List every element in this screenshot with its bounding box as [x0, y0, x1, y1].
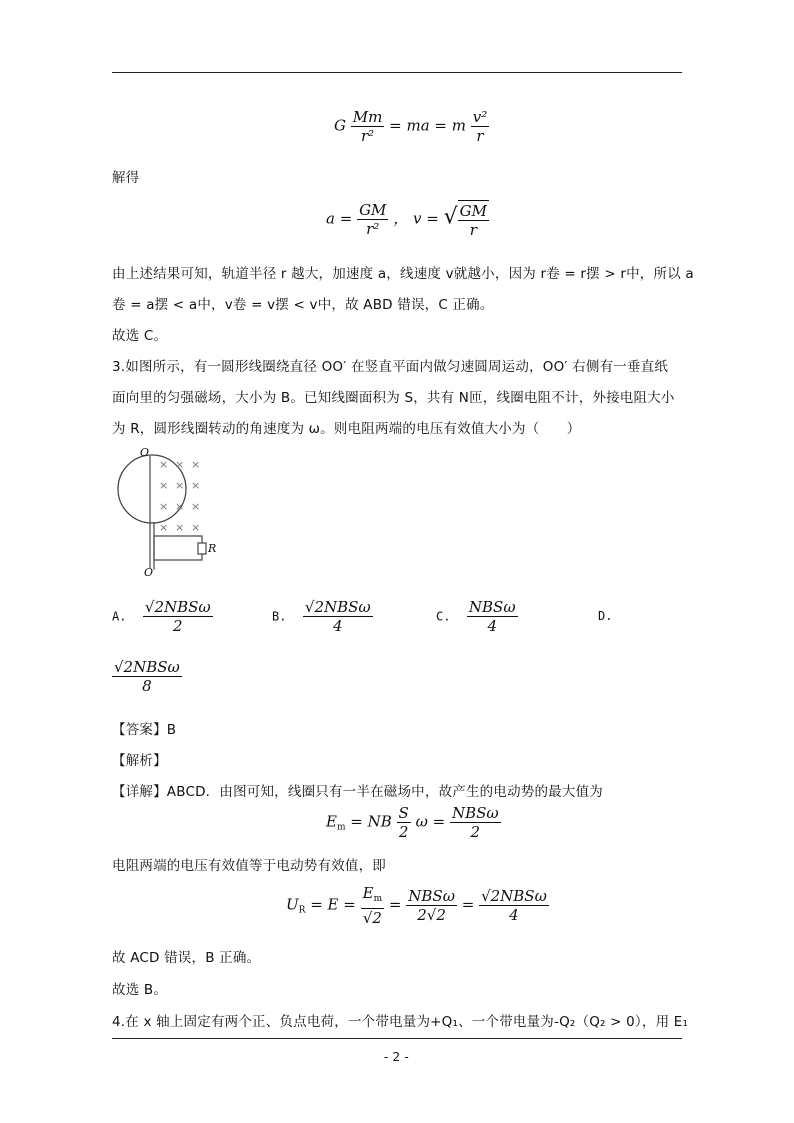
- question-3-text: 面向里的匀强磁场，大小为 B。已知线圈面积为 S，共有 N匝，线圈电阻不计，外接电阻大小: [112, 390, 675, 406]
- svg-text:×: ×: [159, 458, 169, 471]
- header-rule: [112, 72, 682, 73]
- result-text: 故 ACD 错误，B 正确。: [112, 950, 261, 966]
- equation-ur: $U_R = E$ = $\frac{E_m}{√2}$ = $\frac{\text{NBSω}}{2√2}$ = $\frac{\text{√2NBSω}}{4}$: [286, 884, 547, 927]
- conclusion-text: 故选 B。: [112, 982, 168, 998]
- svg-text:×: ×: [175, 479, 185, 492]
- equation-em: $E_m$ = NB $\frac{S}{2}$ ω = $\frac{\text{NBSω}}{2}$: [326, 804, 499, 841]
- question-4-text: 4.在 x 轴上固定有两个正、负点电荷，一个带电量为+Q₁、一个带电量为-Q₂（Q₂ > 0），用 E₁: [112, 1014, 689, 1030]
- option-c[interactable]: C. $\frac{\text{NBSω}}{4}$: [436, 598, 516, 635]
- coil-field-figure: [110, 446, 220, 580]
- page-number: - 2 -: [384, 1050, 409, 1064]
- svg-text:×: ×: [159, 500, 169, 513]
- equation-result: a = $\frac{GM}{\text{r²}}$ ， v = √ $\frac{GM}{r}$: [326, 201, 487, 239]
- detail-intro: 【详解】ABCD．由图可知，线圈只有一半在磁场中，故产生的电动势的最大值为: [112, 784, 603, 800]
- option-d-value: $\frac{\text{√2NBSω}}{8}$: [114, 658, 180, 695]
- solve-label: 解得: [112, 170, 140, 186]
- svg-text:×: ×: [191, 479, 201, 492]
- conclusion-text: 故选 C。: [112, 328, 168, 344]
- question-3-text: 为 R，圆形线圈转动的角速度为 ω。则电阻两端的电压有效值大小为（ ）: [112, 421, 581, 437]
- analysis-heading: 【解析】: [112, 753, 167, 769]
- paragraph-line: 卷 = a摆 < a中，v卷 = v摆 < v中，故 ABD 错误，C 正确。: [112, 297, 494, 313]
- equation-gravity: G $\frac{Mm}{\text{r²}}$ = ma = m $\frac{\text{v²}}{r}$: [334, 108, 488, 145]
- svg-text:×: ×: [175, 458, 185, 471]
- label-o-bottom: O′: [144, 566, 156, 579]
- answer-label: 【答案】B: [112, 722, 177, 738]
- rms-line: 电阻两端的电压有效值等于电动势有效值，即: [112, 858, 386, 874]
- question-3-text: 3.如图所示，有一圆形线圈绕直径 OO′ 在竖直平面内做匀速圆周运动，OO′ 右侧有一垂直纸: [112, 359, 669, 375]
- label-o-top: O: [140, 446, 150, 459]
- svg-text:×: ×: [159, 479, 169, 492]
- option-d[interactable]: D.: [598, 609, 613, 623]
- svg-text:×: ×: [191, 458, 201, 471]
- svg-text:×: ×: [175, 521, 185, 534]
- option-a[interactable]: A. $\frac{\text{√2NBSω}}{2}$: [112, 598, 211, 635]
- label-resistor: R: [208, 542, 217, 555]
- footer-rule: [112, 1038, 682, 1039]
- svg-text:×: ×: [191, 521, 201, 534]
- svg-text:×: ×: [159, 521, 169, 534]
- svg-text:×: ×: [191, 500, 201, 513]
- svg-text:×: ×: [175, 500, 185, 513]
- option-b[interactable]: B. $\frac{\text{√2NBSω}}{4}$: [272, 598, 371, 635]
- paragraph-line: 由上述结果可知，轨道半径 r 越大，加速度 a，线速度 v就越小，因为 r卷 = r摆 > r中，所以 a: [112, 266, 694, 282]
